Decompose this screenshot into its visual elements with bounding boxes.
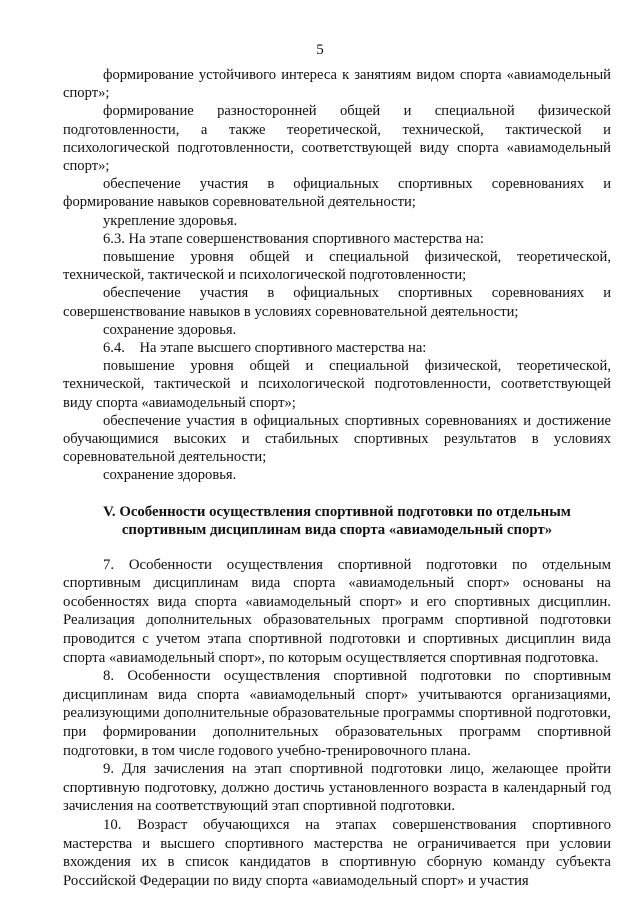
- paragraph: повышение уровня общей и специальной физической, теоретической, технической, тактической и психологической подготовленности, соответствующей виду спорта «авиамодельный спорт»;: [63, 358, 611, 411]
- paragraph: сохранение здоровья.: [103, 321, 237, 338]
- paragraph: 7. Особенности осуществления спортивной подготовки по отдельным спортивным дисциплинам вида спорта «авиамодельный спорт» основаны на особенностях вида спорта «авиамодельный спорт» и его спортивных дисциплин. Реализация дополнительных образовательных программ спортивной подготовки проводится с учетом этапа спортивной подготовки и спортивных дисциплин вида спорта «авиамодельный спорт», по которым осуществляется спортивная подготовка.: [63, 556, 611, 666]
- paragraph: повышение уровня общей и специальной физической, теоретической, технической, тактической и психологической подготовленности;: [63, 249, 611, 284]
- document-body: [63, 66, 611, 890]
- paragraph: формирование устойчивого интереса к занятиям видом спорта «авиамодельный спорт»;: [63, 67, 611, 102]
- page-number: 5: [316, 42, 324, 58]
- paragraph: 6.3. На этапе совершенствования спортивного мастерства на:: [103, 230, 484, 247]
- paragraph: 8. Особенности осуществления спортивной подготовки по спортивным дисциплинам вида спорта «авиамодельный спорт» учитываются организациями, реализующими дополнительные образовательные программы спортивной подготовки, при формировании дополнительных образовательных программ спортивной подготовки, в том числе годового учебно-тренировочного плана.: [63, 668, 611, 759]
- paragraph: формирование разносторонней общей и специальной физической подготовленности, а также теоретической, технической, тактической и психологической подготовленности, соответствующей виду спорта «авиамодельный спорт»;: [63, 103, 611, 175]
- paragraph: 9. Для зачисления на этап спортивной подготовки лицо, желающее пройти спортивную подготовку, должно достичь установленного возраста в календарный год зачисления на соответствующий этап спортивной подготовки.: [63, 761, 611, 815]
- paragraph: обеспечение участия в официальных спортивных соревнованиях и формирование навыков соревновательной деятельности;: [63, 176, 611, 211]
- paragraph: обеспечение участия в официальных спортивных соревнованиях и совершенствование навыков в условиях соревновательной деятельности;: [63, 285, 611, 320]
- section-heading: V. Особенности осуществления спортивной подготовки по отдельным спортивным дисциплинам вида спорта «авиамодельный спорт»: [103, 503, 571, 539]
- paragraph: 6.4. На этапе высшего спортивного мастерства на:: [103, 340, 427, 357]
- paragraph: укрепление здоровья.: [103, 212, 238, 229]
- paragraph: 10. Возраст обучающихся на этапах совершенствования спортивного мастерства и высшего спортивного мастерства не ограничивается при условии вхождения их в список кандидатов в спортивную сборную команду субъекта Российской Федерации по виду спорта «авиамодельный спорт» и участия: [63, 816, 611, 889]
- paragraph: обеспечение участия в официальных спортивных соревнованиях и достижение обучающимися высоких и стабильных спортивных результатов в условиях соревновательной деятельности;: [63, 412, 611, 466]
- paragraph: сохранение здоровья.: [103, 467, 237, 484]
